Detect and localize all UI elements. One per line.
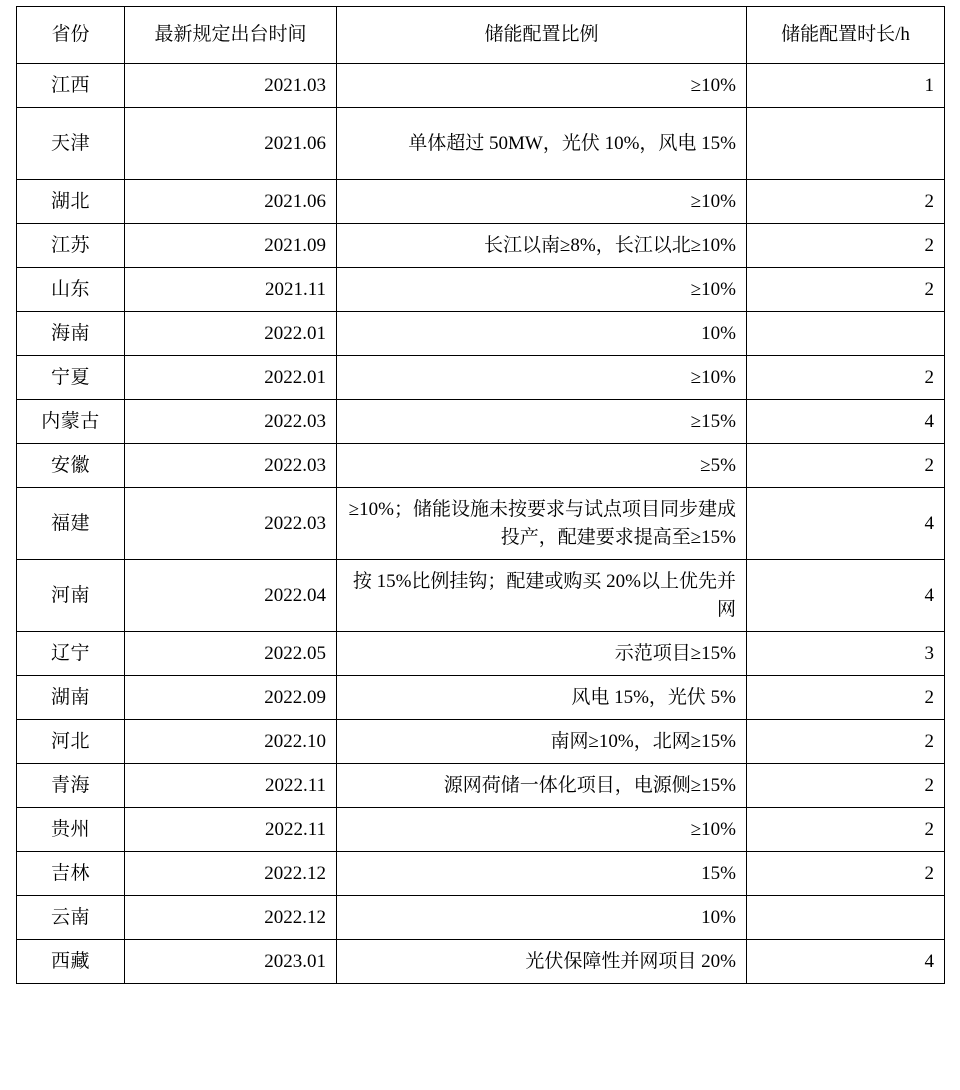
table-row bbox=[17, 940, 945, 984]
cell-ratio: ≥10% bbox=[337, 808, 747, 852]
cell-province: 湖南 bbox=[17, 676, 125, 720]
cell-duration: 1 bbox=[747, 64, 945, 108]
cell-duration: 2 bbox=[747, 720, 945, 764]
cell-province: 吉林 bbox=[17, 852, 125, 896]
cell-province: 湖北 bbox=[17, 180, 125, 224]
cell-date: 2023.01 bbox=[125, 940, 337, 984]
cell-date: 2021.11 bbox=[125, 268, 337, 312]
cell-ratio: ≥10% bbox=[337, 180, 747, 224]
cell-province: 福建 bbox=[17, 488, 125, 560]
table-header bbox=[17, 7, 945, 64]
column-header-date: 最新规定出台时间 bbox=[125, 7, 337, 64]
cell-ratio: ≥10% bbox=[337, 356, 747, 400]
cell-province: 河南 bbox=[17, 560, 125, 632]
table-row bbox=[17, 400, 945, 444]
cell-ratio: 单体超过 50MW，光伏 10%，风电 15% bbox=[337, 108, 747, 180]
table-row bbox=[17, 720, 945, 764]
cell-province: 青海 bbox=[17, 764, 125, 808]
cell-date: 2022.05 bbox=[125, 632, 337, 676]
cell-date: 2021.06 bbox=[125, 180, 337, 224]
cell-date: 2022.01 bbox=[125, 312, 337, 356]
cell-ratio: ≥10% bbox=[337, 64, 747, 108]
table-row bbox=[17, 676, 945, 720]
cell-duration: 2 bbox=[747, 356, 945, 400]
cell-ratio: 光伏保障性并网项目 20% bbox=[337, 940, 747, 984]
table-row bbox=[17, 64, 945, 108]
cell-ratio: 示范项目≥15% bbox=[337, 632, 747, 676]
cell-province: 山东 bbox=[17, 268, 125, 312]
cell-province: 海南 bbox=[17, 312, 125, 356]
cell-ratio: 按 15%比例挂钩；配建或购买 20%以上优先并网 bbox=[337, 560, 747, 632]
cell-date: 2022.01 bbox=[125, 356, 337, 400]
cell-ratio: 10% bbox=[337, 896, 747, 940]
table-row bbox=[17, 488, 945, 560]
table-row bbox=[17, 852, 945, 896]
cell-ratio: 15% bbox=[337, 852, 747, 896]
cell-ratio: ≥10% bbox=[337, 268, 747, 312]
table-row bbox=[17, 764, 945, 808]
cell-province: 江西 bbox=[17, 64, 125, 108]
cell-date: 2021.03 bbox=[125, 64, 337, 108]
cell-duration: 2 bbox=[747, 764, 945, 808]
cell-ratio: 长江以南≥8%，长江以北≥10% bbox=[337, 224, 747, 268]
cell-duration: 4 bbox=[747, 940, 945, 984]
cell-ratio: ≥10%；储能设施未按要求与试点项目同步建成投产，配建要求提高至≥15% bbox=[337, 488, 747, 560]
table-row bbox=[17, 312, 945, 356]
cell-duration bbox=[747, 312, 945, 356]
column-header-province: 省份 bbox=[17, 7, 125, 64]
cell-ratio: 南网≥10%，北网≥15% bbox=[337, 720, 747, 764]
cell-duration bbox=[747, 896, 945, 940]
cell-province: 贵州 bbox=[17, 808, 125, 852]
cell-duration: 4 bbox=[747, 560, 945, 632]
cell-date: 2022.03 bbox=[125, 488, 337, 560]
cell-ratio: 风电 15%，光伏 5% bbox=[337, 676, 747, 720]
cell-province: 河北 bbox=[17, 720, 125, 764]
cell-date: 2022.03 bbox=[125, 400, 337, 444]
cell-province: 安徽 bbox=[17, 444, 125, 488]
cell-duration: 2 bbox=[747, 852, 945, 896]
cell-province: 辽宁 bbox=[17, 632, 125, 676]
cell-ratio: ≥15% bbox=[337, 400, 747, 444]
cell-duration: 2 bbox=[747, 224, 945, 268]
cell-duration: 2 bbox=[747, 808, 945, 852]
cell-province: 宁夏 bbox=[17, 356, 125, 400]
table-row bbox=[17, 180, 945, 224]
cell-duration: 4 bbox=[747, 400, 945, 444]
table-header-row bbox=[17, 7, 945, 64]
table-row bbox=[17, 108, 945, 180]
cell-province: 云南 bbox=[17, 896, 125, 940]
energy-storage-policy-table bbox=[16, 6, 945, 984]
cell-date: 2022.11 bbox=[125, 764, 337, 808]
table-row bbox=[17, 632, 945, 676]
cell-date: 2022.12 bbox=[125, 896, 337, 940]
cell-duration: 2 bbox=[747, 676, 945, 720]
table-row bbox=[17, 560, 945, 632]
table-row bbox=[17, 356, 945, 400]
cell-date: 2022.11 bbox=[125, 808, 337, 852]
table-row bbox=[17, 224, 945, 268]
cell-duration: 2 bbox=[747, 268, 945, 312]
cell-date: 2022.09 bbox=[125, 676, 337, 720]
cell-province: 天津 bbox=[17, 108, 125, 180]
column-header-ratio: 储能配置比例 bbox=[337, 7, 747, 64]
cell-ratio: ≥5% bbox=[337, 444, 747, 488]
cell-duration: 2 bbox=[747, 444, 945, 488]
cell-date: 2022.03 bbox=[125, 444, 337, 488]
cell-duration: 2 bbox=[747, 180, 945, 224]
cell-province: 内蒙古 bbox=[17, 400, 125, 444]
cell-date: 2021.06 bbox=[125, 108, 337, 180]
table-row bbox=[17, 896, 945, 940]
column-header-duration: 储能配置时长/h bbox=[747, 7, 945, 64]
cell-date: 2022.12 bbox=[125, 852, 337, 896]
table-row bbox=[17, 808, 945, 852]
cell-province: 江苏 bbox=[17, 224, 125, 268]
cell-ratio: 10% bbox=[337, 312, 747, 356]
cell-duration: 3 bbox=[747, 632, 945, 676]
cell-date: 2021.09 bbox=[125, 224, 337, 268]
cell-ratio: 源网荷储一体化项目，电源侧≥15% bbox=[337, 764, 747, 808]
cell-duration: 4 bbox=[747, 488, 945, 560]
table-row bbox=[17, 444, 945, 488]
cell-date: 2022.04 bbox=[125, 560, 337, 632]
table-row bbox=[17, 268, 945, 312]
cell-duration bbox=[747, 108, 945, 180]
cell-province: 西藏 bbox=[17, 940, 125, 984]
table-body bbox=[17, 64, 945, 984]
cell-date: 2022.10 bbox=[125, 720, 337, 764]
